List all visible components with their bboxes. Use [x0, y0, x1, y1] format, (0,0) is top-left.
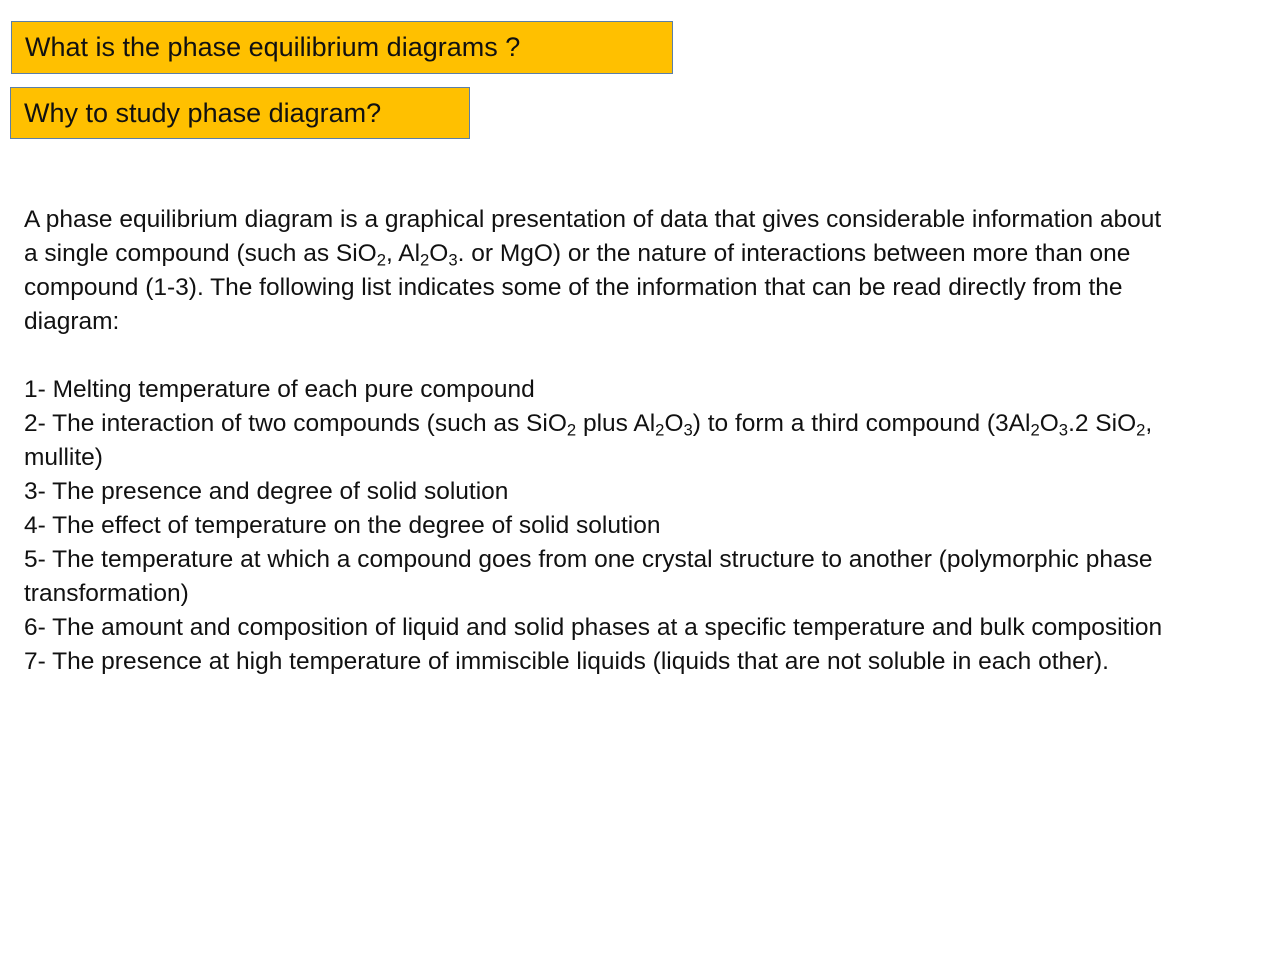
list-item-1: 1- Melting temperature of each pure compound — [24, 376, 535, 403]
text-run: a single compound (such as SiO — [24, 240, 377, 267]
subscript: 2 — [1136, 420, 1146, 440]
list-item-5: 5- The temperature at which a compound goes from one crystal structure to another (polymorphic phase — [24, 546, 1153, 573]
text-run: O — [1039, 410, 1059, 437]
list-item-5-continued: transformation) — [24, 580, 189, 607]
list-item-3: 3- The presence and degree of solid solution — [24, 478, 509, 505]
text-run: O — [664, 410, 684, 437]
text-run: O — [429, 240, 449, 267]
text-run: .2 SiO — [1068, 410, 1137, 437]
subscript: 2 — [1030, 420, 1040, 440]
subscript: 2 — [655, 420, 665, 440]
subscript: 3 — [683, 420, 693, 440]
text-run: , — [1145, 410, 1153, 437]
intro-line-3: compound (1-3). The following list indicates some of the information that can be read directly from the — [24, 274, 1123, 301]
text-run: . or MgO) or the nature of interactions between more than one — [457, 240, 1131, 267]
intro-line-1: A phase equilibrium diagram is a graphical presentation of data that gives considerable information about — [24, 206, 1162, 233]
list-item-4: 4- The effect of temperature on the degree of solid solution — [24, 512, 661, 539]
list-item-2 — [24, 410, 1153, 440]
list-item-6: 6- The amount and composition of liquid and solid phases at a specific temperature and bulk composition — [24, 614, 1163, 641]
text-run: plus Al — [576, 410, 656, 437]
list-item-7: 7- The presence at high temperature of immiscible liquids (liquids that are not soluble in each other). — [24, 648, 1109, 675]
intro-paragraph — [24, 203, 1256, 339]
question-why-study-text: Why to study phase diagram? — [24, 97, 382, 128]
subscript: 2 — [566, 420, 577, 440]
text-run: , Al — [385, 240, 421, 267]
question-what-is-text: What is the phase equilibrium diagrams ? — [25, 32, 521, 62]
intro-line-4: diagram: — [24, 308, 120, 335]
information-list — [24, 373, 1256, 679]
subscript: 2 — [420, 250, 430, 270]
intro-line-2 — [24, 240, 1131, 270]
question-box-why-study — [10, 87, 470, 139]
paragraph-spacer — [24, 339, 1256, 373]
subscript: 2 — [376, 250, 386, 270]
list-item-2-continued: mullite) — [24, 444, 103, 471]
question-box-what-is — [11, 21, 673, 74]
subscript: 3 — [448, 250, 458, 270]
text-run: 2- The interaction of two compounds (such as SiO — [24, 410, 567, 437]
body-text — [24, 203, 1256, 679]
subscript: 3 — [1058, 420, 1069, 440]
text-run: ) to form a third compound (3Al — [692, 410, 1031, 437]
